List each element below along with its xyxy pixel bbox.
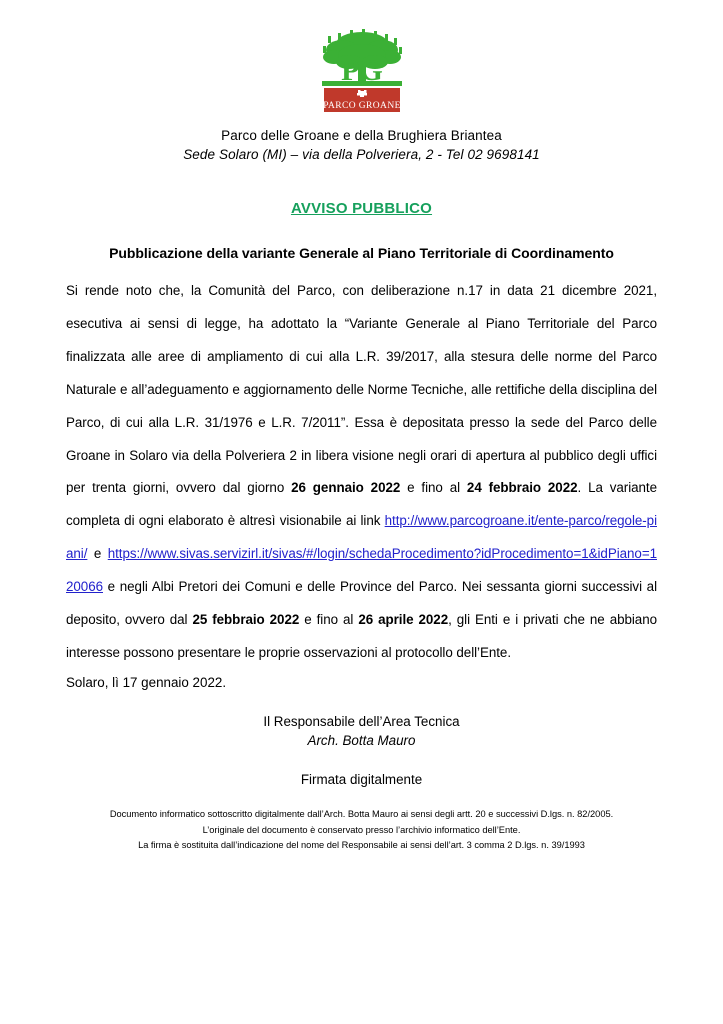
footer-legal-note (66, 807, 657, 852)
organization-address: Sede Solaro (MI) – via della Polveriera, 2 - Tel 02 9698141 (183, 147, 540, 163)
logo-artwork (314, 22, 410, 118)
signatory-name: Arch. Botta Mauro (307, 733, 416, 749)
place-and-date: Solaro, lì 17 gennaio 2022. (66, 675, 227, 691)
notice-body (66, 275, 657, 669)
page-title: AVVISO PUBBLICO (290, 200, 433, 218)
observation-start-date: 25 febbraio 2022 (192, 611, 300, 627)
organization-header (66, 126, 657, 164)
logo-monogram: PG (340, 54, 383, 87)
body-segment-4: e (87, 546, 108, 562)
observation-end-date: 26 aprile 2022 (358, 611, 449, 627)
body-segment-1: Si rende noto che, la Comunità del Parco, con deliberazione n.17 in data 21 dicembre 2021, esecutiva ai sensi di legge, ha adottato la “Variante Generale al Piano Territoriale del Parco finalizzata alle aree di ampliamento di cui alla L.R. 39/2017, alla stesura delle norme del Parco Naturale e all’adeguamento e aggiornamento delle Norme Tecniche, alle rettifiche della disciplina del Parco, di cui alla L.R. 31/1976 e L.R. 7/2011”. Essa è depositata presso la sede del Parco delle Groane in Solaro via della Polveriera 2 in libera visione negli orari di apertura al pubblico degli uffici per trenta giorni, ovvero dal giorno (66, 283, 657, 496)
signatory-role: Il Responsabile dell’Area Tecnica (263, 713, 460, 729)
logo-banner-text: PARCO GROANE (322, 101, 401, 111)
footer-line-2: L’originale del documento è conservato presso l’archivio informatico dell’Ente. (202, 824, 521, 835)
signature-block (66, 712, 657, 751)
footer-line-3: La firma è sostituita dall’indicazione del nome del Responsabile ai sensi dell’art. 3 comma 2 D.lgs. n. 39/1993 (138, 839, 585, 850)
body-segment-6: e fino al (299, 611, 359, 627)
body-segment-5: e negli Albi Pretori dei Comuni e delle Province del Parco. Nei sessanta giorni successivi al deposito, ovvero dal (66, 578, 657, 627)
digital-signature-note: Firmata digitalmente (300, 772, 423, 788)
sivas-link[interactable]: https://www.sivas.servizirl.it/sivas/#/login/schedaProcedimento?idProcedimento=1&idPiano=120066 (66, 546, 657, 594)
body-segment-7: , gli Enti e i privati che ne abbiano interesse possono presentare le proprie osservazioni al protocollo dell’Ente. (66, 611, 657, 660)
deposit-end-date: 24 febbraio 2022 (466, 480, 578, 496)
notice-subtitle: Pubblicazione della variante Generale al Piano Territoriale di Coordinamento (109, 245, 614, 262)
parco-groane-logo (314, 22, 410, 118)
logo-block (66, 0, 657, 118)
deposit-start-date: 26 gennaio 2022 (291, 480, 401, 496)
organization-name: Parco delle Groane e della Brughiera Briantea (221, 128, 502, 143)
body-segment-3: . La variante completa di ogni elaborato è altresì visionabile ai link (66, 480, 657, 529)
parcogroane-link[interactable]: http://www.parcogroane.it/ente-parco/regole-piani/ (66, 513, 657, 562)
footer-line-1: Documento informatico sottoscritto digitalmente dall’Arch. Botta Mauro ai sensi degli artt. 20 e successivi D.lgs. n. 82/2005. (109, 809, 614, 820)
body-segment-2: e fino al (400, 480, 467, 496)
